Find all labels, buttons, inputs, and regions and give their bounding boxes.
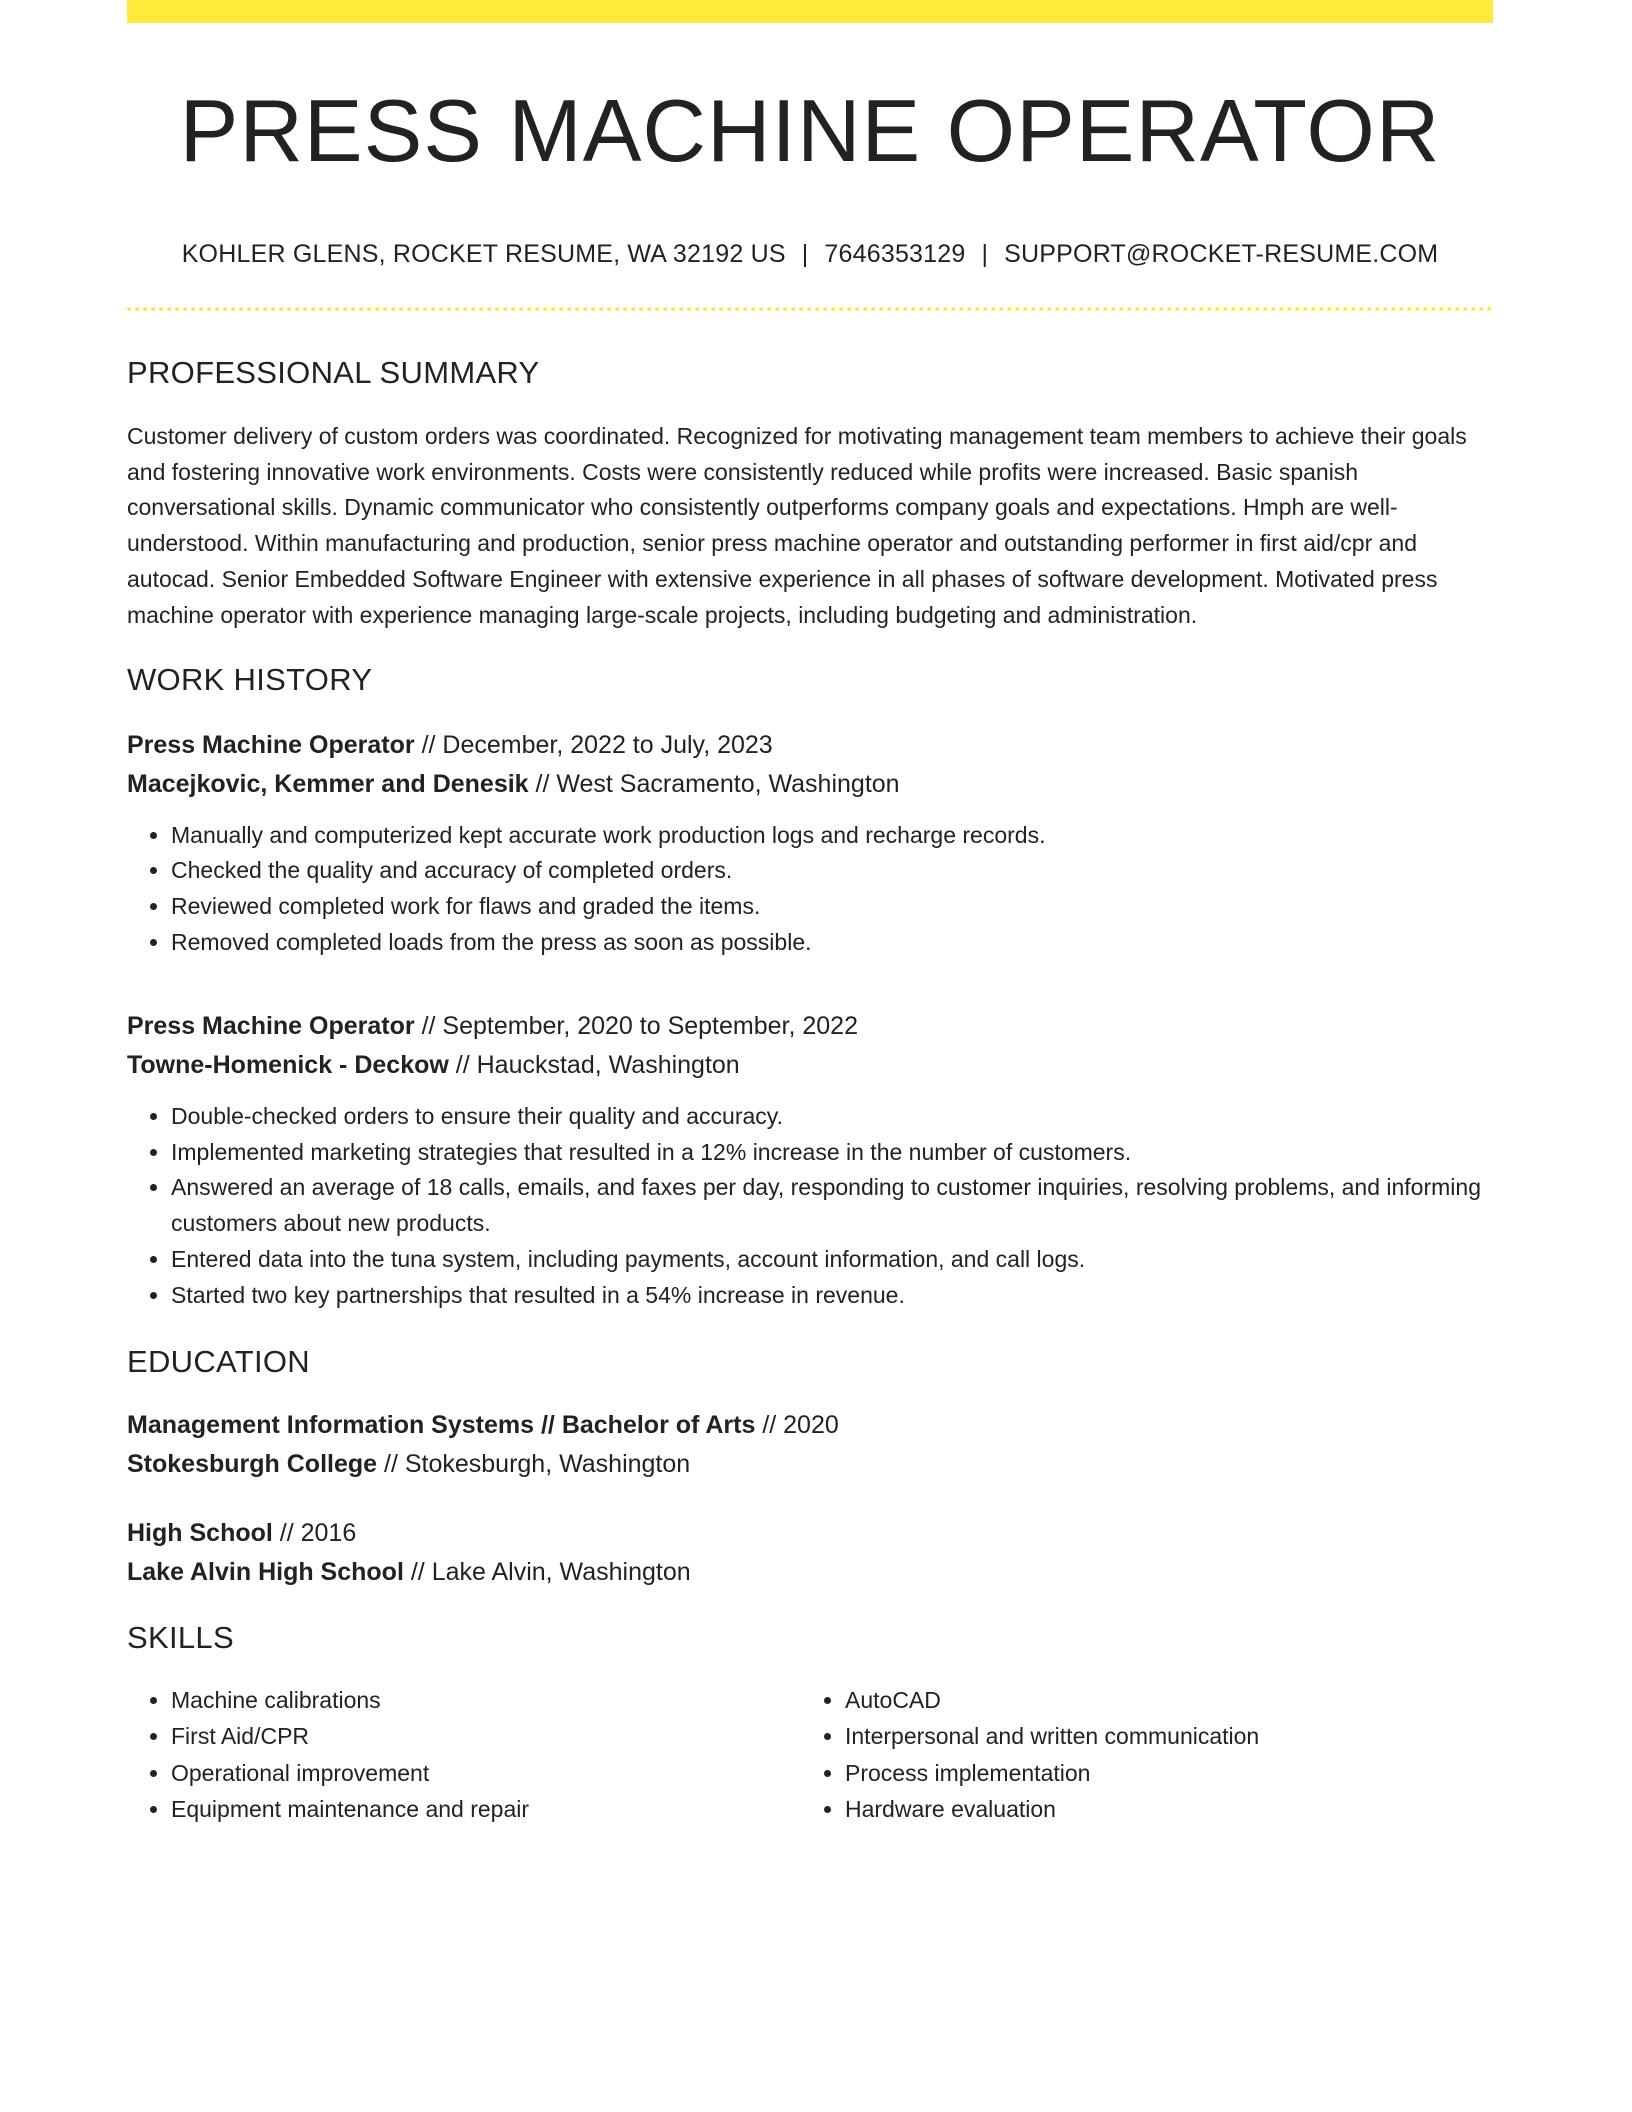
job-entry <box>127 1007 1493 1314</box>
job-dates: // September, 2020 to September, 2022 <box>414 1011 858 1040</box>
degree-name: Management Information Systems // Bachelor of Arts <box>127 1410 756 1439</box>
skills-list-right <box>801 1682 1475 1828</box>
summary-heading: PROFESSIONAL SUMMARY <box>127 354 540 390</box>
school-location: // Lake Alvin, Washington <box>403 1557 691 1586</box>
candidate-name: PRESS MACHINE OPERATOR <box>179 81 1441 180</box>
job-bullet: • Entered data into the tuna system, including payments, account information, and call logs. <box>171 1242 1493 1278</box>
skill-item: • Process implementation <box>845 1755 1475 1792</box>
degree-year: // 2016 <box>272 1518 357 1547</box>
degree-year: // 2020 <box>755 1410 839 1439</box>
school-location: // Stokesburgh, Washington <box>377 1449 691 1478</box>
job-title-line <box>127 1007 1493 1046</box>
job-bullets <box>127 1099 1493 1314</box>
job-bullet: • Implemented marketing strategies that resulted in a 12% increase in the number of customers. <box>171 1135 1493 1171</box>
summary-text: Customer delivery of custom orders was coordinated. Recognized for motivating management team members to achieve their goals and fostering innovative work environments. Costs were consistently reduced while profits were increased. Basic spanish conversational skills. Dynamic communicator who consistently outperforms company goals and expectations. Hmph are well-understood. Within manufacturing and production, senior press machine operator and outstanding performer in first aid/cpr and autocad. Senior Embedded Software Engineer with extensive experience in all phases of software development. Motivated press machine operator with experience managing large-scale projects, including budgeting and administration. <box>127 422 1467 628</box>
job-location: // West Sacramento, Washington <box>528 769 900 798</box>
header-divider <box>127 307 1493 311</box>
degree-line <box>127 1514 1493 1553</box>
job-bullet: • Started two key partnerships that resulted in a 54% increase in revenue. <box>171 1278 1493 1314</box>
job-bullets <box>127 818 1493 961</box>
contact-address: KOHLER GLENS, ROCKET RESUME, WA 32192 US <box>181 239 786 268</box>
skill-item: • Machine calibrations <box>171 1682 801 1719</box>
education-heading: EDUCATION <box>127 1343 310 1379</box>
job-role: Press Machine Operator <box>127 730 415 759</box>
skills-list-left <box>127 1682 801 1828</box>
education-entry <box>127 1514 1493 1592</box>
job-location: // Hauckstad, Washington <box>448 1050 740 1079</box>
school-name: Lake Alvin High School <box>127 1557 404 1586</box>
skill-item: • First Aid/CPR <box>171 1718 801 1755</box>
skills-grid <box>127 1682 1493 1828</box>
job-company: Towne-Homenick - Deckow <box>127 1050 449 1079</box>
skill-item: • Interpersonal and written communication <box>845 1718 1475 1755</box>
school-name: Stokesburgh College <box>127 1449 378 1478</box>
job-company-line <box>127 1046 1493 1085</box>
job-bullet: • Reviewed completed work for flaws and graded the items. <box>171 889 1493 925</box>
degree-line <box>127 1406 1493 1445</box>
work-history-heading: WORK HISTORY <box>127 661 373 697</box>
job-company-line <box>127 765 1493 804</box>
skill-item: • Equipment maintenance and repair <box>171 1791 801 1828</box>
contact-phone: 7646353129 <box>824 239 966 268</box>
skills-heading: SKILLS <box>127 1619 234 1655</box>
job-dates: // December, 2022 to July, 2023 <box>414 730 773 759</box>
degree-name: High School <box>127 1518 273 1547</box>
job-title-line <box>127 726 1493 765</box>
job-company: Macejkovic, Kemmer and Denesik <box>127 769 529 798</box>
skill-item: • AutoCAD <box>845 1682 1475 1719</box>
top-accent-bar <box>127 0 1493 23</box>
job-bullet: • Answered an average of 18 calls, emails, and faxes per day, responding to customer inquiries, resolving problems, and informing customers about new products. <box>171 1170 1493 1242</box>
job-bullet: • Checked the quality and accuracy of completed orders. <box>171 853 1493 889</box>
resume-page <box>127 0 1493 1828</box>
contact-separator: | <box>981 239 989 268</box>
job-role: Press Machine Operator <box>127 1011 415 1040</box>
education-entry <box>127 1406 1493 1484</box>
school-line <box>127 1553 1493 1592</box>
skill-item: • Hardware evaluation <box>845 1791 1475 1828</box>
job-bullet: • Manually and computerized kept accurate work production logs and recharge records. <box>171 818 1493 854</box>
school-line <box>127 1445 1493 1484</box>
job-bullet: • Removed completed loads from the press as soon as possible. <box>171 925 1493 961</box>
contact-email: SUPPORT@ROCKET-RESUME.COM <box>1004 239 1439 268</box>
skill-item: • Operational improvement <box>171 1755 801 1792</box>
job-bullet: • Double-checked orders to ensure their quality and accuracy. <box>171 1099 1493 1135</box>
contact-line <box>127 240 1493 269</box>
job-entry <box>127 726 1493 961</box>
contact-separator: | <box>801 239 809 268</box>
